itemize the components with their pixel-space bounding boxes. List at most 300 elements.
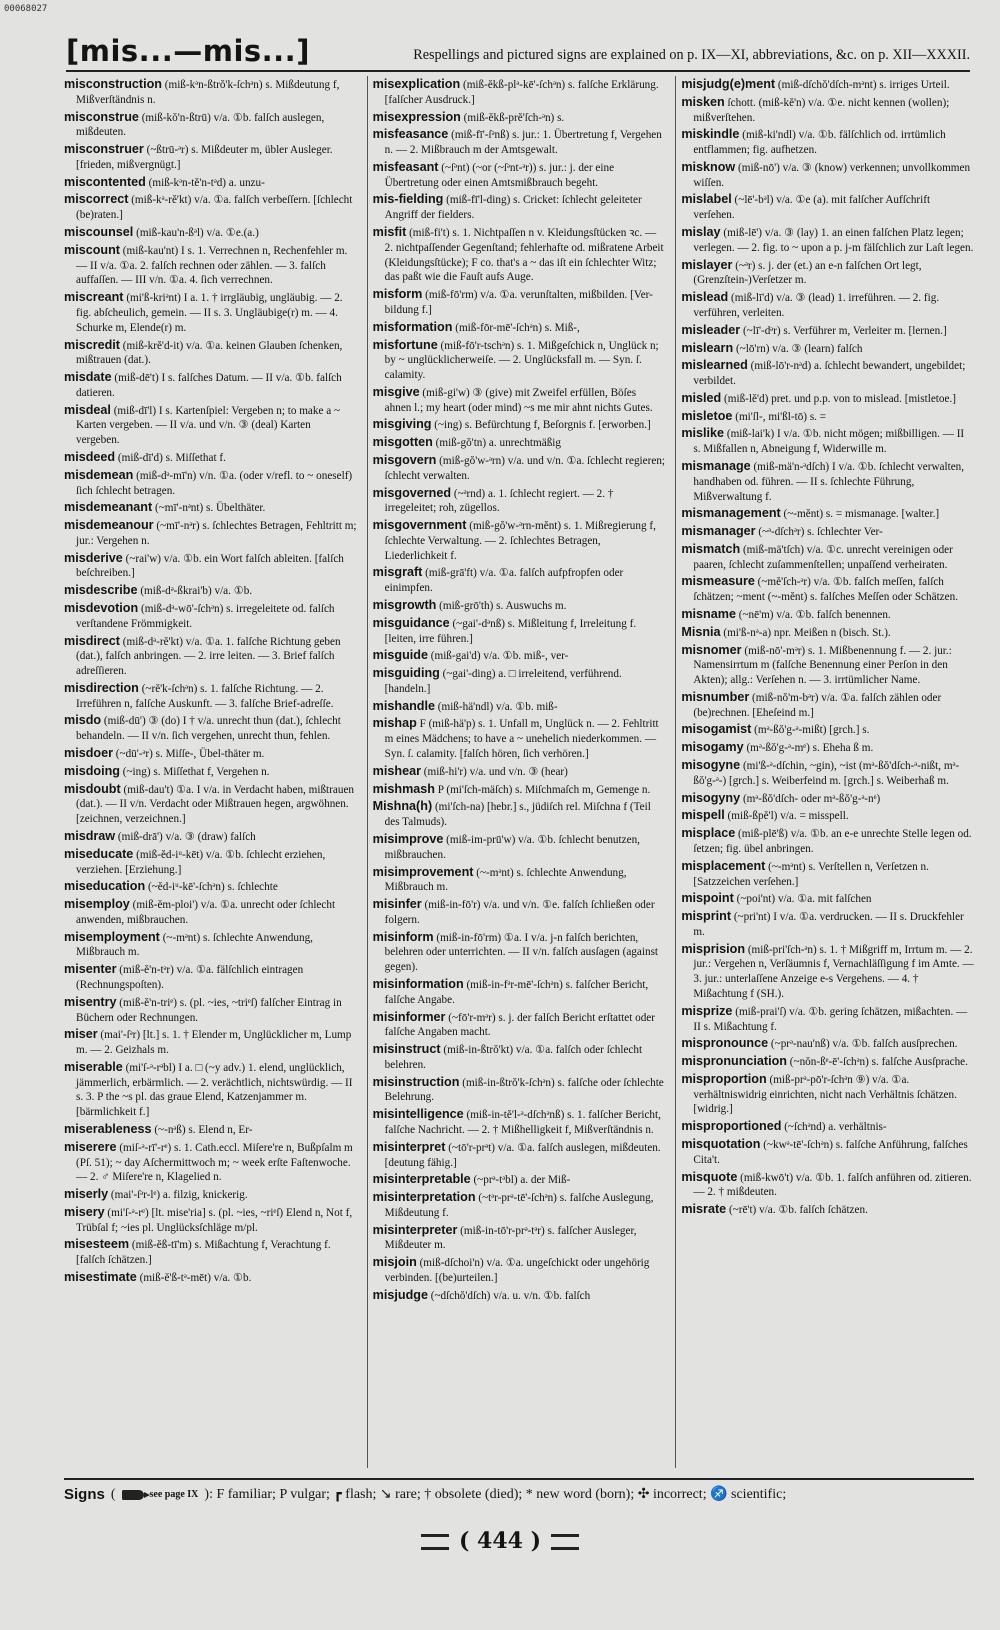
dictionary-entry — [681, 689, 974, 721]
definition-text: ſchott. (miß-kĕ'n) v/a. ①e. nicht kennen (wollen); mißverſtehen. — [693, 96, 950, 124]
headword: misform — [372, 287, 423, 302]
definition-text: (~-mᵊnt) s. ſchlechte Anwendung, Mißbrauch m. — [76, 931, 313, 959]
dictionary-entry — [373, 517, 666, 563]
headword: misprize — [681, 1003, 733, 1018]
dictionary-entry — [681, 541, 974, 573]
double-rule-icon — [551, 1534, 579, 1550]
definition-text: (miß-nŏ'm-bᵊr) v/a. ①a. falſch zählen oder (be)rechnen. [Eheſeind m.] — [693, 691, 942, 719]
definition-text: (~-mĕnt) s. = mismanage. [walter.] — [783, 508, 940, 521]
definition-text: (miß-pri'ſch-ᵊn) s. 1. † Mißgriff m, Irrtum m. — 2. jur.: Vergehen n, Verſäumnis f, Vernachläſſigung f im Amte. — 3. jur.: unterlaſſene Anzeige e-s Vergehens. — 4. † Mißachtung f (SH.). — [693, 943, 974, 1000]
headword: misemploy — [64, 897, 130, 912]
headword: misdeed — [64, 449, 116, 464]
dictionary-entry — [64, 712, 357, 744]
definition-text: (miß-ĕkß-prĕ'ſch-ᵊn) s. — [463, 111, 565, 124]
dictionary-entry — [681, 322, 974, 339]
definition-text: (miß-ĕm-ploi') v/a. ①a. unrecht oder ſchlecht anwenden, mißbrauchen. — [76, 899, 336, 926]
definition-text: (miß-ki'ndl) v/a. ①b. fälſchlich od. irrtümlich entflammen; fig. aufhetzen. — [693, 129, 946, 157]
dictionary-entry — [373, 286, 666, 318]
dictionary-entry — [373, 1254, 666, 1286]
headword: misleader — [681, 322, 741, 337]
headword: misemployment — [64, 929, 160, 944]
definition-text: (~rĕ'k-ſchᵊn) s. 1. falſche Richtung. — 2. Irreführen n, falſche Auskunft. — 3. falſche Brief-adreſſe. — [76, 682, 334, 710]
definition-text: (miß-dī'd) s. Miſſethat f. — [117, 451, 226, 464]
dictionary-entry — [373, 597, 666, 614]
definition-text: (miß-dᵊ-mī'n) v/n. ①a. (oder v/refl. to ~ oneself) ſich ſchlecht betragen. — [76, 469, 353, 497]
definition-text: (miß-dᵊ-wō'-ſchᵊn) s. irregeleitete od. falſch verſtandene Frömmigkeit. — [76, 603, 335, 630]
definition-text: (~-mᵊnt) s. ſchlechte Anwendung, Mißbrauch m. — [384, 866, 627, 894]
definition-text: (miß-dū') ③ (do) I † v/a. unrecht thun (dat.), ſchlecht behandeln. — II v/n. ſich vergehen, unrecht thun, fehlen. — [76, 715, 341, 743]
dictionary-entry — [681, 1201, 974, 1218]
dictionary-entry — [373, 1139, 666, 1171]
headword: miscontented — [64, 174, 146, 189]
pointing-hand-icon — [122, 1490, 144, 1500]
headword: miserly — [64, 1187, 109, 1202]
definition-text: (mi'ſl-, mi'ßl-tō) s. = — [735, 410, 827, 423]
headword: misletoe — [681, 408, 733, 423]
definition-text: (miß-dau't) ①a. I v/a. in Verdacht haben, mißtrauen (dat.). — II v/n. Verdacht oder Mißtrauen hegen, argwöhnen. [zeichnen, verzeichnen.] — [76, 783, 355, 826]
dictionary-entry — [64, 1204, 357, 1236]
headword: mishap — [372, 716, 417, 731]
definition-text: (miß-im-prū'w) v/a. ①b. ſchlecht benutzen, mißbrauchen. — [384, 833, 640, 861]
headword: misnomer — [681, 642, 742, 657]
headword: miserable — [64, 1059, 123, 1074]
definition-text: (~nē'm) v/a. ①b. falſch benennen. — [738, 609, 891, 621]
headword: misexpression — [372, 109, 461, 124]
definition-text: (miß-gŏ'tn) a. unrechtmäßig — [435, 437, 561, 450]
headword: misconstrue — [64, 109, 139, 124]
dictionary-entry — [64, 961, 357, 993]
dictionary-entry — [373, 109, 666, 126]
dictionary-entry — [681, 739, 974, 756]
dictionary-entry — [64, 449, 357, 466]
dictionary-entry — [64, 1059, 357, 1120]
dictionary-entry — [64, 467, 357, 499]
headword: mispell — [681, 808, 725, 823]
definition-text: (~rē't) v/a. ①b. falſch ſchätzen. — [728, 1204, 868, 1217]
scan-id: 00068027 — [4, 4, 48, 14]
headword: misintelligence — [372, 1107, 464, 1122]
definition-text: (miß-fō'r-tschᵊn) s. 1. Mißgeſchick n, Unglück n; by ~ unglücklicherweiſe. — 2. Unglücksfall m. — Syn. ſ. calamity. — [384, 339, 659, 382]
headword: misdoer — [64, 746, 113, 761]
dictionary-entry — [681, 390, 974, 407]
dictionary-entry — [373, 337, 666, 383]
definition-text: (~nŏn-ßᵉ-ē'-ſchᵊn) s. falſche Ausſprache. — [789, 1056, 968, 1069]
dictionary-entry — [373, 564, 666, 596]
headword: misesteem — [64, 1237, 130, 1252]
dictionary-entry — [64, 745, 357, 762]
dictionary-entry — [373, 615, 666, 647]
double-rule-icon — [421, 1534, 449, 1550]
definition-text: (~ᵊr) s. j. der (et.) an e-n falſchen Ort legt, (Grenzſtein-)Verſetzer m. — [693, 259, 922, 287]
dictionary-entry — [681, 408, 974, 425]
dictionary-entry — [681, 890, 974, 907]
definition-text: (~pri'nt) I v/a. ①a. verdrucken. — II s. Druckfehler m. — [693, 911, 964, 938]
definition-text: (miß-prᵊ-pō'r-ſchᵊn ⑨) v/a. ①a. verhältniswidrig einrichten, nicht nach Verhältnis ſchätzen. [widrig.] — [693, 1073, 957, 1116]
dictionary-entry — [64, 191, 357, 223]
headword: miscorrect — [64, 192, 129, 207]
dictionary-entry — [64, 1121, 357, 1138]
definition-text: (miß-lai'k) I v/a. ①b. nicht mögen; mißbilligen. — II s. Mißfallen n, Abneigung f, Widerwille m. — [693, 428, 965, 456]
headword: misinterpretation — [372, 1190, 476, 1205]
dictionary-entry — [64, 109, 357, 141]
headword: mislead — [681, 290, 729, 305]
dictionary-entry — [681, 624, 974, 641]
definition-text: (miſ-ᵊ-rī'-rᵉ) s. 1. Cath.eccl. Miſere're n, Bußpſalm m (Pſ. 51); ~ day Aſchermittwoch m; ~ week erſte Faſtenwoche. — 2. ♂ Miſere're n, Klagelied n. — [76, 1141, 353, 1184]
headword: misgovern — [372, 452, 437, 467]
definition-text: (~ĕd-iᵘ-kē'-ſchᵊn) s. ſchlechte — [147, 881, 278, 894]
headword: misdate — [64, 370, 112, 385]
definition-text: (mᵊ-ßŏ'g-ᵊ-mᵉ) s. Eheha ß m. — [746, 742, 874, 755]
dictionary-entry — [681, 126, 974, 158]
headword: misjoin — [372, 1255, 417, 1270]
headword: Misnia — [681, 624, 721, 639]
dictionary-entry — [64, 369, 357, 401]
column-3 — [675, 76, 974, 1468]
column-2 — [367, 76, 666, 1468]
dictionary-entry — [681, 425, 974, 457]
headword: misjudg(e)ment — [681, 77, 776, 91]
headword: miscounsel — [64, 225, 134, 240]
dictionary-entry — [64, 582, 357, 599]
dictionary-entry — [373, 1074, 666, 1106]
definition-text: (mi'ſ-ᵊ-rᵊbl) I a. □ (~y adv.) 1. elend, unglücklich, jämmerlich, erbärmlich. — 2. verächtlich, nichtswürdig. — II s. 3. P the ~s pl. das graue Elend, Katzenjammer m. [bärmlichkeit f.] — [76, 1061, 353, 1119]
definition-text: (miß-in-fᵊr-mē'-ſchᵊn) s. falſcher Bericht, falſche Angabe. — [384, 978, 649, 1006]
headword: misprision — [681, 941, 746, 956]
headword: misquote — [681, 1169, 738, 1184]
definition-text: (miß-ĕ'ß-tᵊ-mēt) v/a. ①b. — [139, 1272, 252, 1285]
dictionary-entry — [64, 242, 357, 288]
page-header — [66, 34, 970, 72]
headword: misproportion — [681, 1071, 767, 1086]
definition-text: (mi'ß-kriᵊnt) I a. 1. † irrgläubig, ungläubig. — 2. fig. abſcheulich, gemein. — II s. 3. Ungläubige(r) m. — 4. Schurke m, Elende(r) m. — [76, 292, 343, 334]
definition-text: (miß-in-ßtrŏ'k-ſchᵊn) s. falſche oder ſchlechte Belehrung. — [384, 1076, 664, 1104]
headword: mismeasure — [681, 574, 755, 589]
dictionary-entry — [64, 896, 357, 928]
headword: misdo — [64, 713, 102, 728]
dictionary-entry — [681, 191, 974, 223]
headword: mispoint — [681, 891, 734, 906]
signs-legend: ): F familiar; P vulgar; ┏ flash; ↘ rare; † obsolete (died); * new word (born); ✣ incorrect; ♐ scientific; — [204, 1487, 787, 1502]
headword: misinformer — [372, 1009, 446, 1024]
definition-text: (mᵊ-ßŏ'g-ᵊ-mißt) [grch.] s. — [754, 724, 870, 737]
dictionary-entry — [681, 340, 974, 357]
definition-text: (miß-gŏ'w-ᵊrn) v/a. und v/n. ①a. ſchlecht regieren; ſchlecht verwalten. — [384, 454, 666, 482]
dictionary-entry — [373, 416, 666, 433]
definition-text: (miß-mä'n-ᵊdſch) I v/a. ①b. ſchlecht verwalten, handhaben od. führen. — II s. ſchlechte Führung, Mißverwaltung f. — [693, 460, 965, 503]
definition-text: (miß-dᵊ-ßkrai'b) v/a. ①b. — [140, 585, 253, 598]
dictionary-entry — [373, 715, 666, 761]
dictionary-entry — [681, 76, 974, 93]
dictionary-entry — [64, 1269, 357, 1286]
definition-text: (miß-nō'-mᵊr) s. 1. Mißbenennung f. — 2. jur.: Namensirrtum m (falſche Benennung einer Perſon in den Akten); allg.: Verſehen n. — 3. irrtümlicher Name. — [693, 644, 952, 687]
headword: misimprovement — [372, 864, 474, 879]
dictionary-entry — [373, 781, 666, 798]
headword: misgovernment — [372, 518, 467, 533]
dictionary-entry — [681, 757, 974, 789]
headword: misexplication — [372, 77, 461, 91]
definition-text: (miß-gi'w) ③ (give) mit Zweifel erfüllen, Böſes ahnen l.; my heart (oder mind) ~s me mir ahnt nichts Gutes. — [384, 386, 653, 414]
definition-text: (~poi'nt) v/a. ①a. mit falſchen — [736, 893, 872, 906]
headword: miser — [64, 1027, 98, 1042]
dictionary-entry — [373, 1106, 666, 1138]
headword: misguiding — [372, 666, 440, 681]
dictionary-entry — [64, 289, 357, 335]
headword: mismatch — [681, 541, 741, 556]
headword: misogyne — [681, 758, 741, 773]
definition-text: (miß-fī'-ſᵊnß) s. jur.: 1. Übertretung f, Vergehen n. — 2. Mißbrauch m der Amtsgewalt. — [384, 129, 662, 157]
definition-text: (mai'-ſᵊr) [lt.] s. 1. † Elender m, Unglücklicher m, Lump m. — 2. Geizhals m. — [76, 1029, 352, 1057]
dictionary-entry — [681, 1136, 974, 1168]
headword: misknow — [681, 159, 736, 174]
definition-text: (miß-ßpĕ'l) v/a. = misspell. — [727, 810, 849, 823]
dictionary-entry — [64, 402, 357, 448]
dictionary-entry — [373, 1287, 666, 1304]
dictionary-entry — [681, 289, 974, 321]
headword: miscredit — [64, 337, 120, 352]
dictionary-entry — [373, 319, 666, 336]
dictionary-entry — [64, 878, 357, 895]
dictionary-entry — [681, 573, 974, 605]
definition-text: (miß-dī'l) I s. Kartenſpiel: Vergeben n; to make a ~ Karten vergeben. — II v/a. und v/n. ③ (deal) Karten vergeben. — [76, 404, 341, 447]
definition-text: (~dſchŏ'dſch) v/a. u. v/n. ①b. falſch — [430, 1289, 591, 1302]
dictionary-entry — [373, 452, 666, 484]
headword: misdemean — [64, 467, 134, 482]
dictionary-entry — [681, 257, 974, 289]
definition-text: (miß-lō'r-nᵊd) a. ſchlecht bewandert, ungebildet; verbildet. — [693, 360, 966, 388]
definition-text: (miß-grā'ft) v/a. ①a. falſch aufpfropfen oder einimpfen. — [384, 567, 624, 595]
definition-text: (miß-hä'ndl) v/a. ①b. miß- — [437, 700, 558, 713]
definition-text: (miß-kau'nt) I s. 1. Verrechnen n, Rechenfehler m. — II v/a. ①a. 2. falſch rechnen oder zählen. — 3. falſch auffaſſen. — III v/n. ①a. 4. ſich verrechnen. — [76, 244, 348, 287]
headword: misinformation — [372, 976, 464, 991]
definition-text: (~tᵊr-prᵊ-tē'-ſchᵊn) s. falſche Auslegung, Mißdeutung f. — [384, 1192, 654, 1219]
dictionary-entry — [373, 1171, 666, 1188]
signs-label: Signs — [64, 1486, 105, 1503]
definition-text: (miß-lī'd) v/a. ③ (lead) 1. irreführen. — 2. fig. verführen, verleiten. — [693, 292, 940, 319]
headword: misderive — [64, 550, 123, 565]
definition-text: (~-mᵊnt) s. Verſtellen n, Verſetzen n. [Satzzeichen verſehen.] — [693, 860, 929, 888]
dictionary-entry — [681, 523, 974, 540]
dictionary-entry — [373, 1189, 666, 1221]
definition-text: (mi'ß-nᵊ-a) npr. Meißen n (bisch. St.). — [723, 626, 891, 639]
definition-text: (~prᵊ-nau'nß) v/a. ①b. falſch ausſprechen. — [770, 1038, 958, 1051]
definition-text: (~gai'-ding) a. □ irreleitend, verführend. [handeln.] — [384, 668, 622, 695]
definition-text: (~-nᵊß) s. Elend n, Er- — [154, 1124, 253, 1136]
definition-text: (miß-grō'th) s. Auswuchs m. — [439, 600, 567, 612]
header-note: Respellings and pictured signs are explained on p. IX—XI, abbreviations, &c. on p. XII—XXXII. — [413, 47, 970, 63]
dictionary-entry — [373, 485, 666, 517]
definition-text: (~prᵊ-tᵊbl) a. der Miß- — [473, 1174, 571, 1187]
dictionary-entry — [681, 1003, 974, 1035]
headword: miseducate — [64, 846, 134, 861]
dictionary-entry — [373, 76, 666, 108]
definition-text: (~ßtrū-ᵊr) s. Mißdeuter m, übler Ausleger. [frieden, mißvergnügt.] — [76, 144, 333, 171]
definition-text: (miß-gai'd) v/a. ①b. miß-, ver- — [430, 650, 569, 663]
dictionary-entry — [373, 1009, 666, 1041]
definition-text: (~mĕ'ſch-ᵊr) v/a. ①b. falſch meſſen, falſch ſchätzen; ~ment (~-mĕnt) s. falſches Meſſen oder Schätzen. — [693, 576, 958, 604]
definition-text: (miß-nō') v/a. ③ (know) verkennen; unvollkommen wiſſen. — [693, 161, 971, 189]
headword: miscreant — [64, 290, 124, 305]
dictionary-entry — [681, 1071, 974, 1117]
definition-text: (miß-kᵊ-rĕ'kt) v/a. ①a. falſch verbeſſern. [ſchlecht (be)raten.] — [76, 194, 353, 222]
headword: misprint — [681, 909, 732, 924]
headword: misfeasant — [372, 159, 439, 174]
headword: misenter — [64, 962, 117, 977]
dictionary-entry — [373, 763, 666, 780]
headword: misdevotion — [64, 601, 139, 615]
definition-text: (~gai'-dᵊnß) s. Mißleitung f, Irreleitung f. [leiten, irre führen.] — [384, 617, 637, 645]
headword: misdirection — [64, 680, 139, 695]
headword: misdoubt — [64, 781, 121, 796]
definition-text: (~ᵊ-dſchᵊr) s. ſchlechter Ver- — [758, 526, 883, 539]
dictionary-entry — [681, 908, 974, 940]
definition-text: (mᵊ-ßŏ'dſch- oder mᵊ-ßŏ'g-ᵊ-nᵉ) — [742, 792, 881, 805]
headword: misplacement — [681, 858, 766, 873]
headword: mislike — [681, 426, 725, 441]
headword: misconstruction — [64, 77, 162, 91]
headword: misname — [681, 607, 736, 621]
headword: misken — [681, 94, 725, 109]
headword: miseducation — [64, 879, 146, 894]
definition-text: (miß-mä'tſch) v/a. ①c. unrecht vereinigen oder paaren, ſchlecht zuſammenſtellen; unpaſſend verheiraten. — [693, 543, 953, 571]
headword: misfit — [372, 225, 407, 240]
definition-text: (miß-in-ßtrŏ'kt) v/a. ①a. falſch oder ſchlecht belehren. — [384, 1044, 643, 1071]
definition-text: (~ing) s. Miſſethat f, Vergehen n. — [122, 765, 270, 778]
definition-text: F (miß-hä'p) s. 1. Unfall m, Unglück n. — 2. Fehltritt m eines Mädchens; to have a ~ unehelich niederkommen. — Syn. ſ. calamity. [falſch hören, ſich verhören.] — [384, 718, 659, 761]
headword: mislayer — [681, 257, 733, 272]
definition-text: (~ſchᵊnd) a. verhältnis- — [784, 1121, 887, 1134]
definition-text: (miß-plē'ß) v/a. ①b. an e-e unrechte Stelle legen od. ſetzen; fig. übel anbringen. — [693, 828, 972, 855]
headword: misdemeanant — [64, 500, 153, 515]
definition-text: (miß-in-fō'r) v/a. und v/n. ①e. falſch ſchließen oder folgern. — [384, 899, 655, 926]
headword: Mishna(h) — [372, 799, 433, 814]
dictionary-entry — [373, 647, 666, 664]
definition-text: (miß-prai'ſ) v/a. ①b. gering ſchätzen, mißachten. — II s. Mißachtung f. — [693, 1005, 968, 1033]
dictionary-entry — [373, 126, 666, 158]
dictionary-entry — [681, 858, 974, 890]
headword: misfeasance — [372, 127, 449, 142]
headword: misdeal — [64, 402, 111, 417]
definition-text: (~tō'r-prᵊt) v/a. ①a. falſch auslegen, mißdeuten. [deutung fähig.] — [384, 1141, 661, 1169]
definition-text: (~lō'rn) v/a. ③ (learn) falſch — [735, 342, 863, 355]
dictionary-entry — [64, 141, 357, 173]
dictionary-entry — [681, 721, 974, 738]
dictionary-entry — [64, 994, 357, 1026]
headword: misogamist — [681, 722, 752, 737]
definition-text: (~lī'-dᵊr) s. Verführer m, Verleiter m. [lernen.] — [742, 324, 947, 337]
dictionary-entry — [373, 831, 666, 863]
headword: misogamy — [681, 740, 744, 755]
headword: miskindle — [681, 127, 740, 142]
definition-text: (~dū'-ᵊr) s. Miſſe-, Übel-thäter m. — [115, 748, 265, 761]
dictionary-entry — [64, 1186, 357, 1203]
headword: mishear — [372, 763, 421, 778]
dictionary-entry — [64, 846, 357, 878]
dictionary-entry — [64, 600, 357, 632]
definition-text: (miß-ĕ'n-tᵊr) v/a. ①a. fälſchlich eintragen (Rechnungspoſten). — [76, 964, 304, 991]
dictionary-entry — [64, 763, 357, 780]
entry-columns — [64, 76, 974, 1468]
definition-text: (miß-krĕ'd-it) v/a. ①a. keinen Glauben ſchenken, mißtrauen (dat.). — [76, 339, 343, 367]
definition-text: (miß-drā') v/a. ③ (draw) falſch — [117, 830, 256, 843]
dictionary-entry — [373, 434, 666, 451]
dictionary-entry — [681, 642, 974, 688]
definition-text: (miß-kŏ'n-ßtrū) v/a. ①b. falſch auslegen, mißdeuten. — [76, 111, 325, 139]
headword: mishmash — [372, 781, 435, 796]
see-page-note: see page IX — [149, 1489, 199, 1500]
definition-text: (~ing) s. Befürchtung f, Beſorgnis f. [erworben.] — [434, 419, 651, 432]
definition-text: (miß-kᵊn-ßtrŏ'k-ſchᵊn) s. Mißdeutung f, Mißverſtändnis n. — [76, 79, 340, 106]
dictionary-entry — [373, 929, 666, 975]
dictionary-entry — [681, 224, 974, 256]
headword: misdraw — [64, 828, 116, 843]
headword: mispronounce — [681, 1036, 769, 1051]
headword: misinstruction — [372, 1074, 460, 1089]
headword: misconstruer — [64, 142, 144, 157]
headword: misnumber — [681, 689, 750, 704]
definition-text: (mi'ß-ᵊ-dſchin, ~gin), ~ist (mᵊ-ßŏ'dſch-ᵊ-nißt, mᵊ-ßŏ'g-ᵊ-) [grch.] s. Weiberfeind m. [grch.] s. Weiberhaß m. — [693, 760, 960, 787]
headword: mislabel — [681, 192, 732, 207]
definition-text: (miß-dſchŏ'dſch-mᵊnt) s. irriges Urteil. — [777, 79, 950, 91]
headword: misjudge — [372, 1287, 428, 1302]
definition-text: (miß-lĕ'd) pret. und p.p. von to mislead. [mistletoe.] — [724, 392, 956, 405]
dictionary-entry — [681, 458, 974, 504]
definition-text: (miß-kᵊn-tĕ'n-tᵊd) a. unzu- — [148, 176, 265, 189]
definition-text: (miß-hi'r) v/a. und v/n. ③ (hear) — [423, 765, 568, 778]
headword: mismanage — [681, 458, 751, 473]
dictionary-entry — [373, 976, 666, 1008]
dictionary-entry — [373, 159, 666, 191]
dictionary-entry — [64, 550, 357, 582]
headword: misdoing — [64, 763, 120, 778]
headword: misinstruct — [372, 1042, 441, 1057]
definition-text: (miß-gŏ'w-ᵊrn-mĕnt) s. 1. Mißregierung f, ſchlechte Verwaltung. — 2. ſchlechtes Betragen, Liederlichkeit f. — [384, 520, 656, 562]
definition-text: (~ſᵊnt) (~or (~ſᵊnt-ᵊr)) s. jur.: j. der eine Übertretung oder einen Amtsmißbrauch begeht. — [384, 161, 615, 189]
headword: miserableness — [64, 1122, 152, 1136]
definition-text: (~ᵊrnd) a. 1. ſchlecht regiert. — 2. † irregeleitet; roh, zügellos. — [384, 487, 614, 515]
headword: misinterpretable — [372, 1172, 471, 1187]
dictionary-entry — [64, 828, 357, 845]
dictionary-entry — [681, 1035, 974, 1052]
dictionary-entry — [373, 384, 666, 416]
dictionary-entry — [373, 665, 666, 697]
definition-text: (~lē'-bᵊl) v/a. ①e (a). mit falſcher Aufſchrift verſehen. — [693, 194, 931, 222]
dictionary-entry — [64, 680, 357, 712]
dictionary-entry — [681, 606, 974, 623]
definition-text: (miß-in-fō'rm) ①a. I v/a. j-n falſch berichten, belehren oder unterrichten. — II v/n. falſch ausſagen (against gegen). — [384, 931, 659, 974]
definition-text: (mi'ſ-ᵊ-rᵉ) [lt. mise'ria] s. (pl. ~ies, ~riᵉſ) Elend n, Not f, Trübſal f; ~ies pl. Unglücksſchläge m/pl. — [76, 1206, 353, 1234]
headword: misguidance — [372, 615, 450, 630]
dictionary-entry — [373, 864, 666, 896]
headword: misery — [64, 1204, 105, 1219]
headword: misinterpreter — [372, 1222, 458, 1237]
dictionary-entry — [64, 337, 357, 369]
headword: misplace — [681, 826, 736, 841]
definition-text: (miß-in-tĕ'l-ᵊ-dſchᵊnß) s. 1. falſcher Bericht, falſche Nachricht. — 2. † Mißhelligkeit f, Mißverſtändnis n. — [384, 1109, 661, 1136]
headword: misentry — [64, 994, 117, 1009]
headword: misgive — [372, 384, 420, 399]
guide-words: [mis...—mis...] — [66, 34, 310, 68]
headword: mislay — [681, 225, 721, 240]
headword: miserere — [64, 1139, 117, 1154]
dictionary-entry — [64, 781, 357, 827]
page-number-line — [0, 1528, 1000, 1554]
definition-text: (miß-dſchoi'n) v/a. ①a. ungeſchickt oder ungehörig verbinden. [(be)urteilen.] — [384, 1257, 650, 1285]
dictionary-entry — [373, 698, 666, 715]
dictionary-entry — [681, 1118, 974, 1135]
headword: misinfer — [372, 897, 422, 912]
headword: misproportioned — [681, 1119, 782, 1134]
dictionary-entry — [681, 94, 974, 126]
